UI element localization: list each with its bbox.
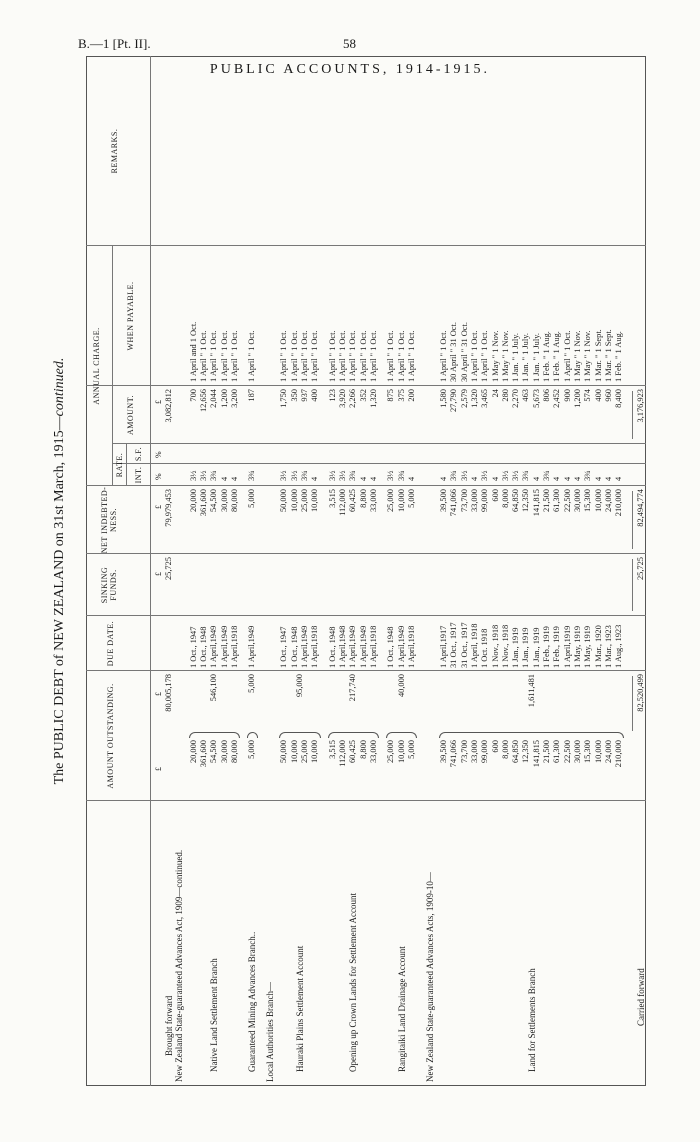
page-title: PUBLIC ACCOUNTS, 1914-1915. [209, 62, 491, 77]
row-amount: 33,000 [469, 740, 479, 764]
row-when-payable: 1 April " 1 Oct. [247, 330, 257, 382]
row-when-payable: 1 Feb. " 1 Aug. [552, 331, 562, 382]
group-label: New Zealand State-guaranteed Advances Act, 1909—continued. [174, 849, 185, 1082]
row-net: 33,000 [469, 489, 479, 513]
row-when-payable: 1 April " 1 Oct. [480, 330, 490, 382]
row-int-rate: 4 [552, 476, 562, 481]
row-net: 61,300 [552, 489, 562, 513]
public-debt-table [52, 56, 646, 1086]
row-annual: 1,200 [219, 389, 229, 408]
row-amount: 73,700 [459, 740, 469, 764]
caption-continued: continued. [52, 357, 67, 417]
row-due-date: 1 Oct., 1947 [279, 626, 289, 668]
unit-pound: £ [154, 692, 163, 696]
carried-forward-net: 82,494,774 [635, 489, 645, 527]
row-when-payable: 1 April " 1 Oct. [289, 330, 299, 382]
row-due-date: 1 Aug., 1923 [614, 624, 624, 668]
subgroup-total: 217,740 [348, 674, 358, 702]
row-net: 54,500 [209, 489, 219, 513]
page-header-left: B.—1 [Pt. II]. [78, 36, 151, 51]
row-annual: 400 [593, 389, 603, 402]
row-due-date: 31 Oct., 1917 [459, 622, 469, 668]
row-annual: 2,270 [511, 389, 521, 408]
row-amount: 80,000 [229, 740, 239, 764]
row-due-date: 1 Mar., 1920 [593, 625, 603, 668]
row-amount: 25,000 [386, 740, 396, 764]
column-divider [112, 463, 646, 464]
row-annual: 700 [188, 389, 198, 402]
row-int-rate: 4 [407, 476, 417, 481]
row-net: 33,000 [368, 489, 378, 513]
row-when-payable: 30 April " 31 Oct. [459, 322, 469, 382]
row-when-payable: 1 April " 1 Oct. [338, 330, 348, 382]
row-due-date: 1 Oct., 1948 [199, 626, 209, 668]
row-annual: 3,200 [229, 389, 239, 408]
row-when-payable: 1 Feb. " 1 Aug. [542, 331, 551, 382]
unit-percent: % [154, 451, 163, 458]
row-due-date: 1 April,1918 [229, 625, 239, 668]
row-when-payable: 1 April " 1 Oct. [310, 330, 320, 382]
page-number: 58 [343, 36, 356, 51]
header-amount-outstanding: AMOUNT OUTSTANDING. [106, 683, 115, 789]
row-due-date: 1 Jan., 1919 [511, 627, 521, 668]
row-when-payable: 1 April " 1 Oct. [229, 330, 239, 382]
row-annual: 875 [386, 389, 396, 402]
header-int: INT. [134, 466, 143, 484]
row-due-date: 1 Nov., 1918 [500, 624, 510, 668]
row-annual: 27,790 [449, 389, 459, 413]
row-when-payable: 1 April and 1 Oct. [188, 321, 198, 382]
row-due-date: 1 April, 1918 [469, 623, 479, 668]
row-amount: 20,000 [188, 740, 198, 764]
table-caption [52, 56, 68, 1086]
row-annual: 1,750 [279, 389, 289, 408]
row-int-rate: 3½ [338, 470, 348, 481]
row-int-rate: 3¾ [209, 470, 219, 481]
unit-percent: % [154, 473, 163, 480]
row-when-payable: 1 April " 1 Oct. [279, 330, 289, 382]
row-amount: 5,000 [247, 740, 257, 759]
row-net: 10,000 [289, 489, 299, 513]
row-annual: 2,579 [459, 389, 469, 408]
row-due-date: 1 Jan., 1919 [531, 627, 541, 668]
row-net: 73,700 [459, 489, 469, 513]
header-sinking-funds: SINKING FUNDS. [100, 566, 118, 604]
unit-pound: £ [154, 572, 163, 576]
total-rule [632, 491, 633, 549]
row-int-rate: 4 [603, 476, 613, 481]
row-annual: 8,400 [614, 389, 624, 408]
row-int-rate: 4 [310, 476, 320, 481]
row-when-payable: 1 April " 1 Oct. [407, 330, 417, 382]
row-net: 21,500 [542, 489, 551, 513]
row-net: 12,350 [521, 489, 531, 513]
row-int-rate: 3¾ [542, 470, 551, 481]
row-when-payable: 1 May " 1 Nov. [500, 330, 510, 382]
row-annual: 187 [247, 389, 257, 402]
row-when-payable: 1 Jan. " 1 July. [521, 333, 531, 382]
row-net: 24,000 [603, 489, 613, 513]
row-due-date: 1 April,1919 [562, 625, 572, 668]
row-int-rate: 3½ [289, 470, 299, 481]
row-amount: 22,500 [562, 740, 572, 764]
row-due-date: 1 Feb., 1919 [542, 626, 551, 668]
row-when-payable: 1 April " 1 Oct. [209, 330, 219, 382]
row-net: 60,425 [348, 489, 358, 513]
row-annual: 352 [358, 389, 368, 402]
row-amount: 99,000 [480, 740, 490, 764]
carried-forward-label: Carried forward [635, 968, 646, 1026]
row-int-rate: 3½ [511, 470, 521, 481]
row-due-date: 1 April,1948 [338, 625, 348, 668]
row-due-date: 1 May, 1919 [583, 625, 593, 668]
row-amount: 8,000 [500, 740, 510, 759]
row-amount: 30,000 [572, 740, 582, 764]
row-amount: 60,425 [348, 740, 358, 764]
column-divider [86, 670, 646, 671]
row-when-payable: 1 April " 1 Oct. [368, 330, 378, 382]
row-when-payable: 1 April " 1 Oct. [327, 330, 337, 382]
brought-forward-amount: 80,005,178 [164, 674, 173, 712]
row-when-payable: 1 Mar. " 1 Sept. [593, 329, 603, 382]
row-int-rate: 4 [490, 476, 500, 481]
total-rule [632, 391, 633, 439]
row-net: 112,000 [338, 489, 348, 516]
row-due-date: 1 April,1918 [407, 625, 417, 668]
row-int-rate: 3½ [279, 470, 289, 481]
row-net: 22,500 [562, 489, 572, 513]
header-annual-charge: ANNUAL CHARGE. [92, 327, 101, 405]
row-annual: 2,044 [209, 389, 219, 408]
row-when-payable: 1 May " 1 Nov. [490, 330, 500, 382]
subgroup-total: 546,100 [209, 674, 219, 702]
row-annual: 123 [327, 389, 337, 402]
row-int-rate: 3¾ [449, 470, 459, 481]
subgroup-total: 5,000 [247, 674, 257, 693]
row-int-rate: 3¾ [247, 470, 257, 481]
row-int-rate: 3½ [480, 470, 490, 481]
row-annual: 937 [299, 389, 309, 402]
subgroup-label: Rangitaiki Land Drainage Account [396, 946, 407, 1072]
row-net: 30,000 [219, 489, 229, 513]
row-int-rate: 3¾ [299, 470, 309, 481]
row-annual: 2,266 [348, 389, 358, 408]
row-when-payable: 1 May " 1 Nov. [572, 330, 582, 382]
row-when-payable: 1 Feb. " 1 Aug. [614, 331, 624, 382]
row-net: 8,000 [500, 489, 510, 508]
row-when-payable: 1 April " 1 Oct. [439, 330, 448, 382]
annual-charge-rule [112, 246, 113, 486]
header-rule [150, 56, 151, 1086]
row-annual: 375 [396, 389, 406, 402]
row-annual: 806 [542, 389, 551, 402]
header-net-indebtedness: NET INDEBTED-NESS. [100, 486, 118, 554]
row-due-date: 1 April,1917 [439, 625, 448, 668]
row-annual: 1,200 [572, 389, 582, 408]
row-net: 15,300 [583, 489, 593, 513]
row-when-payable: 1 April " 1 Oct. [219, 330, 229, 382]
header-sf: S.F. [134, 446, 143, 462]
row-amount: 30,000 [219, 740, 229, 764]
row-amount: 24,000 [603, 740, 613, 764]
caption-main: The PUBLIC DEBT of NEW ZEALAND on 31st March, 1915— [52, 416, 67, 785]
row-due-date: 1 April,1949 [396, 625, 406, 668]
row-amount: 10,000 [593, 740, 603, 764]
row-net: 30,000 [572, 489, 582, 513]
row-amount: 210,000 [614, 740, 624, 768]
row-amount: 61,300 [552, 740, 562, 764]
row-net: 20,000 [188, 489, 198, 513]
row-due-date: 1 April,1918 [310, 625, 320, 668]
row-when-payable: 1 April " 1 Oct. [199, 330, 209, 382]
row-amount: 5,000 [407, 740, 417, 759]
row-amount: 54,500 [209, 740, 219, 764]
column-divider [86, 245, 646, 246]
row-when-payable: 30 April " 31 Oct. [449, 322, 459, 382]
row-net: 10,000 [593, 489, 603, 513]
row-int-rate: 3½ [327, 470, 337, 481]
row-net: 25,000 [386, 489, 396, 513]
row-int-rate: 4 [614, 476, 624, 481]
header-rate: RATE. [115, 452, 124, 478]
row-due-date: 1 April,1918 [368, 625, 378, 668]
row-due-date: 1 April,1949 [219, 625, 229, 668]
row-int-rate: 4 [439, 476, 448, 481]
row-net: 64,850 [511, 489, 521, 513]
row-int-rate: 3½ [188, 470, 198, 481]
row-int-rate: 4 [229, 476, 239, 481]
row-net: 99,000 [480, 489, 490, 513]
row-annual: 400 [310, 389, 320, 402]
row-amount: 361,600 [199, 740, 209, 768]
row-net: 80,000 [229, 489, 239, 513]
row-amount: 10,000 [289, 740, 299, 764]
row-annual: 2,452 [552, 389, 562, 408]
brought-forward-net: 79,979,453 [164, 489, 173, 527]
row-net: 5,000 [247, 489, 257, 508]
brought-forward-annual: 3,082,812 [164, 389, 173, 423]
carried-forward-amount: 82,520,499 [635, 674, 645, 712]
row-int-rate: 4 [562, 476, 572, 481]
row-due-date: 31 Oct., 1917 [449, 622, 459, 668]
group-label: New Zealand State-guaranteed Advances Acts, 1909-10— [424, 872, 435, 1082]
row-when-payable: 1 April " 1 Oct. [562, 330, 572, 382]
row-int-rate: 4 [572, 476, 582, 481]
row-int-rate: 4 [219, 476, 229, 481]
row-net: 600 [490, 489, 500, 502]
row-net: 25,000 [299, 489, 309, 513]
row-net: 10,000 [310, 489, 320, 513]
row-when-payable: 1 April " 1 Oct. [299, 330, 309, 382]
unit-pound: £ [154, 767, 163, 771]
row-amount: 21,500 [542, 740, 551, 764]
row-int-rate: 3½ [500, 470, 510, 481]
subgroup-label: Opening up Crown Lands for Settlement Account [348, 893, 359, 1072]
row-int-rate: 3½ [386, 470, 396, 481]
row-int-rate: 4 [368, 476, 378, 481]
row-annual: 3,465 [480, 389, 490, 408]
row-net: 39,500 [439, 489, 448, 513]
row-amount: 600 [490, 740, 500, 753]
row-annual: 900 [562, 389, 572, 402]
row-annual: 463 [521, 389, 531, 402]
row-int-rate: 3¾ [583, 470, 593, 481]
row-annual: 1,320 [368, 389, 378, 408]
row-annual: 200 [407, 389, 417, 402]
row-when-payable: 1 April " 1 Oct. [386, 330, 396, 382]
row-net: 10,000 [396, 489, 406, 513]
row-due-date: 1 April,1949 [348, 625, 358, 668]
row-when-payable: 1 Jan. " 1 July. [511, 333, 521, 382]
row-when-payable: 1 April " 1 Oct. [396, 330, 406, 382]
row-when-payable: 1 May " 1 Nov. [583, 330, 593, 382]
row-due-date: 1 Feb., 1919 [552, 626, 562, 668]
subgroup-total: 40,000 [396, 674, 406, 698]
brought-forward-sinking: 25,725 [164, 557, 173, 581]
row-annual: 280 [500, 389, 510, 402]
row-net: 141,815 [531, 489, 541, 517]
row-amount: 64,850 [511, 740, 521, 764]
total-rule [632, 559, 633, 611]
row-int-rate: 3¾ [396, 470, 406, 481]
header-when-payable: WHEN PAYABLE. [126, 281, 135, 351]
carried-forward-sinking: 25,725 [635, 557, 645, 581]
row-due-date: 1 Oct., 1948 [289, 626, 299, 668]
carried-forward-annual: 3,176,923 [635, 389, 645, 423]
row-due-date: 1 Jan., 1919 [521, 627, 531, 668]
row-due-date: 1 Oct., 1948 [327, 626, 337, 668]
row-int-rate: 3½ [199, 470, 209, 481]
row-when-payable: 1 Jan. " 1 July. [531, 333, 541, 382]
row-int-rate: 3½ [459, 470, 469, 481]
row-due-date: 1 April,1949 [299, 625, 309, 668]
row-when-payable: 1 April " 1 Oct. [469, 330, 479, 382]
row-int-rate: 3¾ [521, 470, 531, 481]
row-annual: 24 [490, 389, 500, 398]
row-annual: 574 [583, 389, 593, 402]
row-annual: 12,656 [199, 389, 209, 413]
row-due-date: 1 April,1949 [247, 625, 257, 668]
rate-rule [126, 444, 127, 486]
row-due-date: 1 Mar., 1923 [603, 625, 613, 668]
row-amount: 50,000 [279, 740, 289, 764]
row-amount: 112,000 [338, 740, 348, 767]
row-int-rate: 4 [358, 476, 368, 481]
unit-pound: £ [154, 400, 163, 404]
row-net: 361,600 [199, 489, 209, 517]
subgroup-label: Hauraki Plains Settlement Account [294, 945, 305, 1072]
row-annual: 5,673 [531, 389, 541, 408]
row-amount: 25,000 [299, 740, 309, 764]
total-rule [632, 676, 633, 731]
subgroup-total: 95,000 [294, 674, 304, 698]
row-annual: 350 [289, 389, 299, 402]
header-remarks: REMARKS. [110, 128, 119, 174]
row-amount: 741,066 [449, 740, 459, 768]
row-net: 50,000 [279, 489, 289, 513]
row-amount: 39,500 [439, 740, 448, 764]
row-due-date: 1 Nov., 1918 [490, 624, 500, 668]
row-int-rate: 4 [469, 476, 479, 481]
row-when-payable: 1 April " 1 Oct. [348, 330, 358, 382]
row-amount: 15,300 [583, 740, 593, 764]
header-amount: AMOUNT. [126, 395, 135, 436]
row-due-date: 1 Oct., 1948 [386, 626, 396, 668]
row-annual: 3,920 [338, 389, 348, 408]
subgroup-label: Guaranteed Mining Advances Branch.. [247, 931, 258, 1072]
header-due-date: DUE DATE. [106, 620, 115, 667]
row-amount: 10,000 [396, 740, 406, 764]
row-when-payable: 1 Mar. " 1 Sept. [603, 329, 613, 382]
unit-pound: £ [154, 505, 163, 509]
row-amount: 10,000 [310, 740, 320, 764]
row-when-payable: 1 April " 1 Oct. [358, 330, 368, 382]
row-amount: 33,000 [368, 740, 378, 764]
row-net: 3,515 [327, 489, 337, 508]
row-annual: 1,580 [439, 389, 448, 408]
row-due-date: 1 Oct., 1947 [188, 626, 198, 668]
row-net: 210,000 [614, 489, 624, 517]
row-int-rate: 4 [593, 476, 603, 481]
row-due-date: 1 May, 1919 [572, 625, 582, 668]
row-int-rate: 4 [531, 476, 541, 481]
row-annual: 960 [603, 389, 613, 402]
brought-forward-label: Brought forward [164, 995, 174, 1056]
row-net: 5,000 [407, 489, 417, 508]
group-label: Local Authorities Branch— [264, 982, 275, 1082]
row-due-date: 1 Oct. 1918 [480, 628, 490, 668]
row-due-date: 1 April,1949 [209, 625, 219, 668]
row-amount: 12,350 [521, 740, 531, 764]
row-int-rate: 3¾ [348, 470, 358, 481]
subgroup-total: 1,611,481 [526, 674, 536, 708]
column-divider [86, 485, 646, 486]
subgroup-label: Native Land Settlement Branch [209, 958, 220, 1072]
row-net: 8,800 [358, 489, 368, 508]
row-amount: 141,815 [531, 740, 541, 768]
row-due-date: 1 April,1949 [358, 625, 368, 668]
subgroup-label: Land for Settlements Branch [526, 968, 537, 1072]
column-divider [86, 385, 646, 386]
row-amount: 8,800 [358, 740, 368, 759]
row-amount: 3,515 [327, 740, 337, 759]
row-annual: 1,320 [469, 389, 479, 408]
row-net: 741,066 [449, 489, 459, 517]
